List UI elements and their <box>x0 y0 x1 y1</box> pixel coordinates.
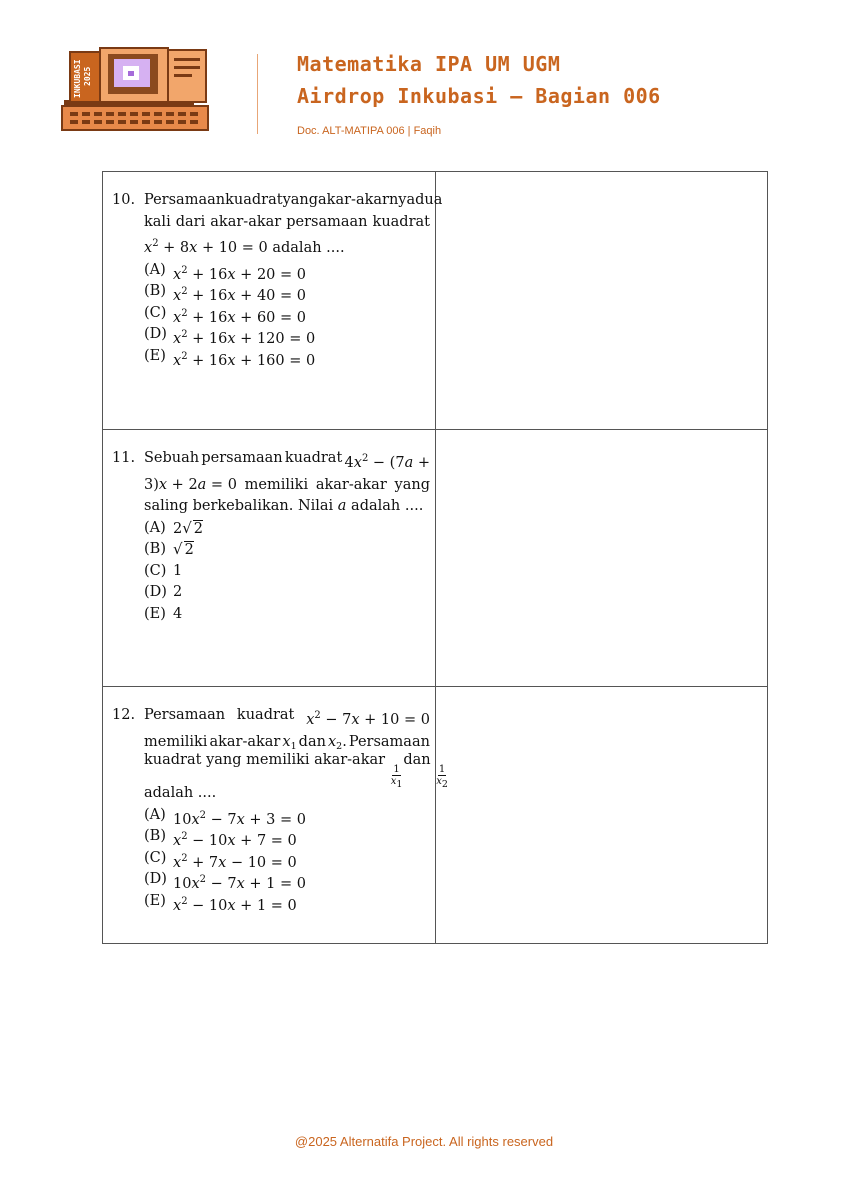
doc-subtitle: Airdrop Inkubasi – Bagian 006 <box>297 84 661 108</box>
question-row-12 <box>103 686 767 944</box>
question-stem-line: Sebuah persamaan kuadrat $4x^2 - (7a$ + <box>144 450 430 471</box>
question-stem-line: kali dari akar-akar persamaan kuadrat <box>144 213 430 230</box>
doc-reference: Doc. ALT-MATIPA 006 | Faqih <box>297 125 442 137</box>
inkubasi-computer-logo <box>60 44 210 136</box>
question-stem-line: saling berkebalikan. Nilai a adalah .... <box>144 498 424 514</box>
doc-title: Matematika IPA UM UGM <box>297 52 561 76</box>
answer-option: (E) $x^2 + 16x + 160 = 0$ <box>144 347 316 369</box>
question-number: 11. <box>112 450 136 466</box>
question-row-10 <box>103 172 767 429</box>
answer-option: (C) $x^2 + 7x - 10 = 0$ <box>144 849 297 871</box>
answer-option: (A) $x^2 + 16x + 20 = 0$ <box>144 261 306 283</box>
question-stem-line: Persamaan kuadrat yang akar-akarnya dua <box>144 192 443 208</box>
answer-option: (B) $x^2 + 16x + 40 = 0$ <box>144 283 306 304</box>
question-row-11 <box>103 429 767 687</box>
answer-cell[interactable] <box>436 687 767 944</box>
question-stem-line: adalah .... <box>144 785 217 801</box>
answer-option: (D) $10x^2 - 7x + 1 = 0$ <box>144 871 306 892</box>
question-stem-line: Persamaan kuadrat $x^2 - 7x + 10 = 0$ <box>144 707 430 728</box>
answer-option: (E) $x^2 - 10x + 1 = 0$ <box>144 892 297 914</box>
answer-option: (D) 2 <box>144 584 183 600</box>
question-number: 10. <box>112 192 136 208</box>
answer-option: (B) $x^2 - 10x + 7 = 0$ <box>144 828 297 849</box>
header-divider <box>257 54 258 134</box>
question-stem-line: 3)x + 2a = 0 memiliki akar-akar yang <box>144 476 430 493</box>
footer-copyright: @2025 Alternatifa Project. All rights reserved <box>294 1134 554 1149</box>
svg-text:2025: 2025 <box>83 66 92 86</box>
answer-option: (A) 2√ 2 <box>144 518 204 537</box>
question-stem-line: kuadrat yang memiliki akar-akar $\frac{1}{x_1}$ dan $\frac{1}{x_2}$ <box>144 752 448 790</box>
answer-cell[interactable] <box>436 430 767 687</box>
question-number: 12. <box>112 707 136 723</box>
answer-option: (D) $x^2 + 16x + 120 = 0$ <box>144 326 316 347</box>
answer-option: (C) 1 <box>144 562 183 579</box>
answer-option: (A) $10x^2 - 7x + 3 = 0$ <box>144 806 306 828</box>
answer-option: (B) √ 2 <box>144 540 194 558</box>
question-stem-line: memiliki akar-akar $x_1$ dan $x_2$. Persamaan <box>144 733 430 752</box>
answer-option: (C) $x^2 + 16x + 60 = 0$ <box>144 304 306 326</box>
svg-text:INKUBASI: INKUBASI <box>73 59 82 98</box>
question-table <box>102 171 768 944</box>
answer-cell[interactable] <box>436 172 767 429</box>
answer-option: (E) 4 <box>144 605 183 622</box>
question-stem-line: $x^2 + 8x + 10 = 0$ adalah .... <box>144 238 345 256</box>
